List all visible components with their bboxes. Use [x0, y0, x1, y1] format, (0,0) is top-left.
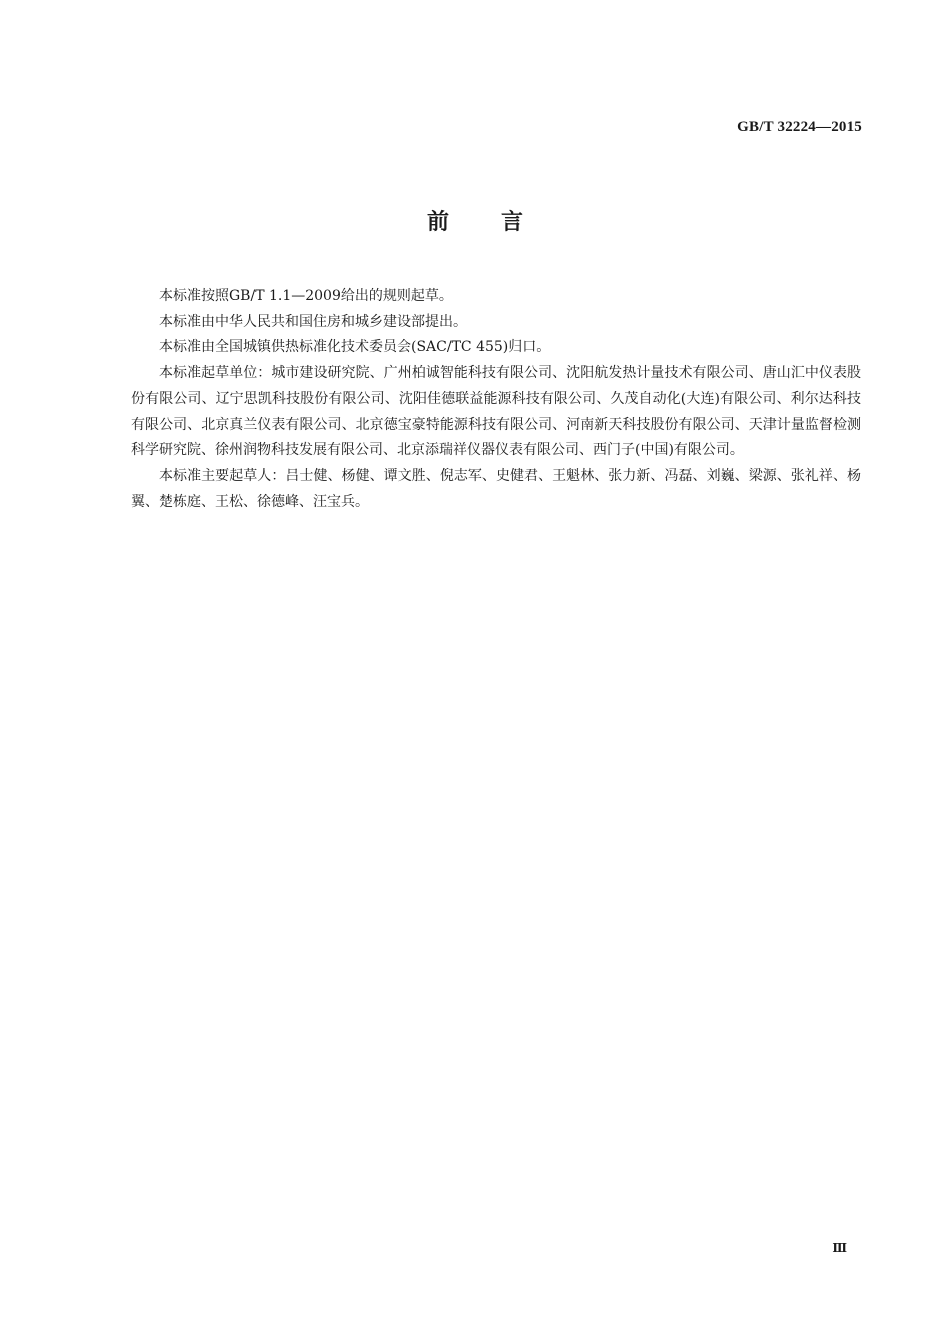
paragraph-proposer: 本标准由中华人民共和国住房和城乡建设部提出。: [159, 313, 467, 330]
paragraph-drafting-units: 本标准起草单位：城市建设研究院、广州柏诚智能科技有限公司、沈阳航发热计量技术有限公司、唐山汇中仪表股份有限公司、辽宁思凯科技股份有限公司、沈阳佳德联益能源科技有限公司、久茂自动化(大连)有限公司、利尔达科技有限公司、北京真兰仪表有限公司、北京德宝豪特能源科技有限公司、河南新天科技股份有限公司、天津计量监督检测科学研究院、徐州润物科技发展有限公司、北京添瑞祥仪器仪表有限公司、西门子(中国)有限公司。: [131, 365, 861, 459]
foreword-body: [131, 284, 861, 515]
paragraph-drafting-rules: 本标准按照GB/T 1.1—2009给出的规则起草。: [159, 288, 453, 304]
standard-number: GB/T 32224—2015: [737, 119, 862, 135]
page-number: Ⅲ: [832, 1241, 847, 1255]
page-title: 前言: [426, 210, 575, 235]
paragraph-committee: 本标准由全国城镇供热标准化技术委员会(SAC/TC 455)归口。: [159, 339, 551, 356]
paragraph-drafters: 本标准主要起草人：吕士健、杨健、谭文胜、倪志军、史健君、王魁林、张力新、冯磊、刘巍、梁源、张礼祥、杨翼、楚栋庭、王松、徐德峰、汪宝兵。: [131, 467, 861, 510]
